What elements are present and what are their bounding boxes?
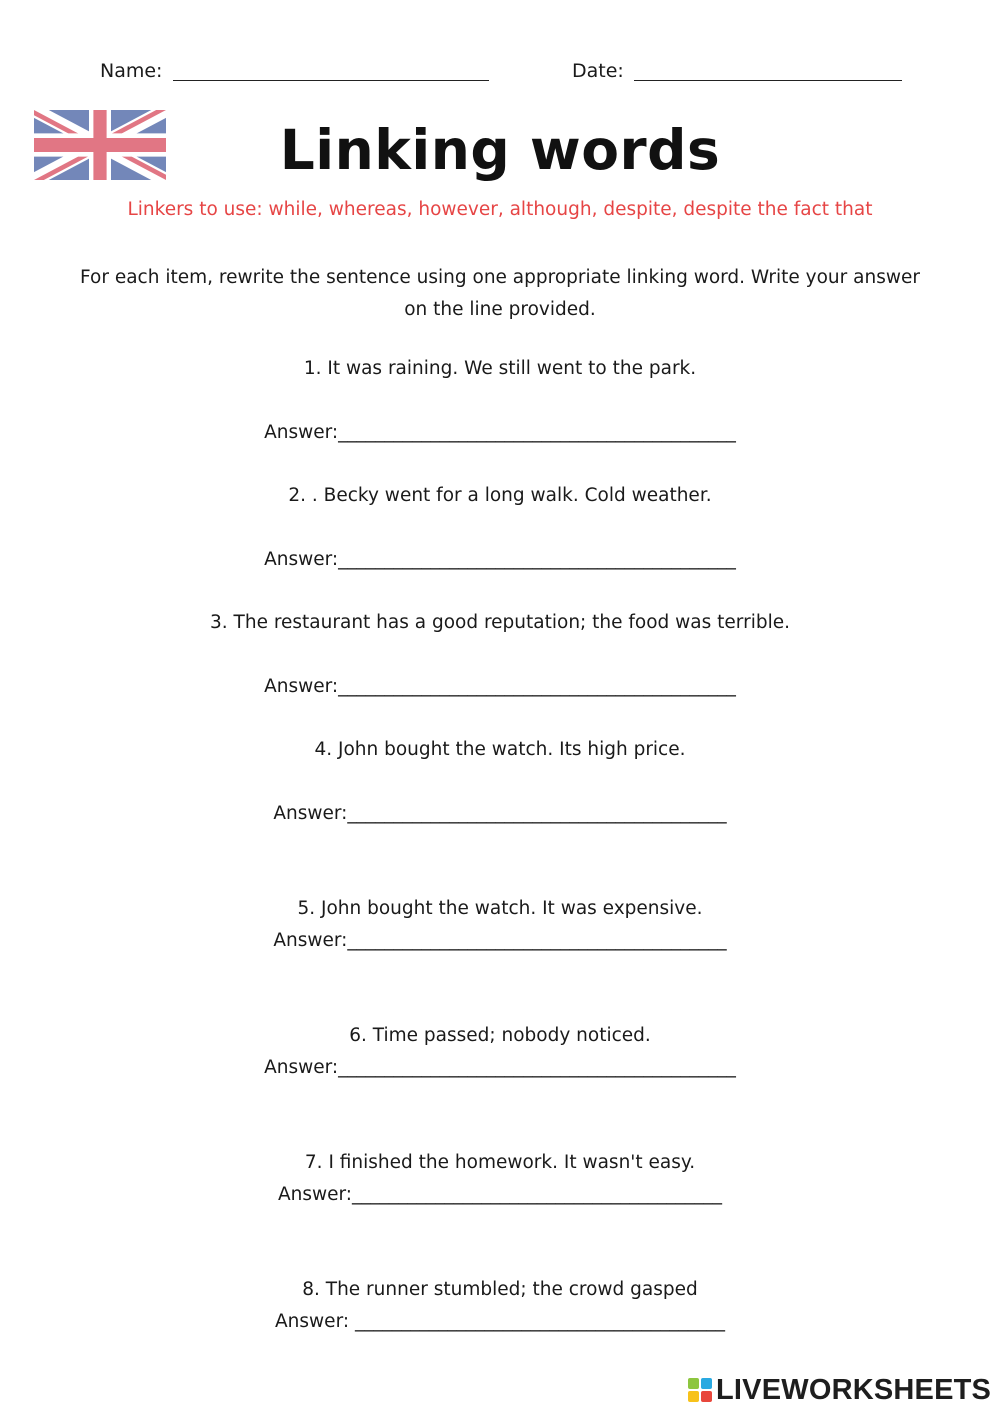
liveworksheets-logo[interactable] <box>688 1374 992 1406</box>
question-3: 3. The restaurant has a good reputation; the food was terrible. <box>210 612 790 633</box>
question-6: 6. Time passed; nobody noticed. <box>349 1025 651 1046</box>
answer-field-8[interactable]: Answer: ________________________________________ <box>275 1311 725 1332</box>
date-label: Date: <box>572 60 624 82</box>
answer-field-3[interactable]: Answer:___________________________________________ <box>264 676 736 697</box>
linkers-hint: Linkers to use: while, whereas, however, although, despite, despite the fact that <box>127 199 873 220</box>
answer-field-7[interactable]: Answer:________________________________________ <box>277 1184 723 1205</box>
answer-field-4[interactable]: Answer:_________________________________________ <box>273 803 727 824</box>
date-field[interactable] <box>634 80 902 81</box>
page-title: Linking words <box>279 118 721 182</box>
liveworksheets-logo-icon <box>688 1378 712 1402</box>
question-8: 8. The runner stumbled; the crowd gasped <box>302 1279 698 1300</box>
answer-field-2[interactable]: Answer:___________________________________________ <box>264 549 736 570</box>
question-7: 7. I finished the homework. It wasn't easy. <box>304 1152 696 1173</box>
name-field[interactable] <box>173 80 489 81</box>
question-1: 1. It was raining. We still went to the park. <box>303 358 697 379</box>
instructions: For each item, rewrite the sentence using one appropriate linking word. Write your answer on the line provided. <box>80 267 920 320</box>
answer-field-5[interactable]: Answer:_________________________________________ <box>273 930 727 951</box>
answer-field-6[interactable]: Answer:___________________________________________ <box>264 1057 736 1078</box>
question-5: 5. John bought the watch. It was expensive. <box>297 898 703 919</box>
answer-field-1[interactable]: Answer:___________________________________________ <box>264 422 736 443</box>
name-label: Name: <box>100 60 163 82</box>
question-4: 4. John bought the watch. Its high price. <box>314 739 686 760</box>
question-2: 2. . Becky went for a long walk. Cold weather. <box>288 485 712 506</box>
liveworksheets-brand: LIVEWORKSHEETS <box>716 1374 992 1406</box>
